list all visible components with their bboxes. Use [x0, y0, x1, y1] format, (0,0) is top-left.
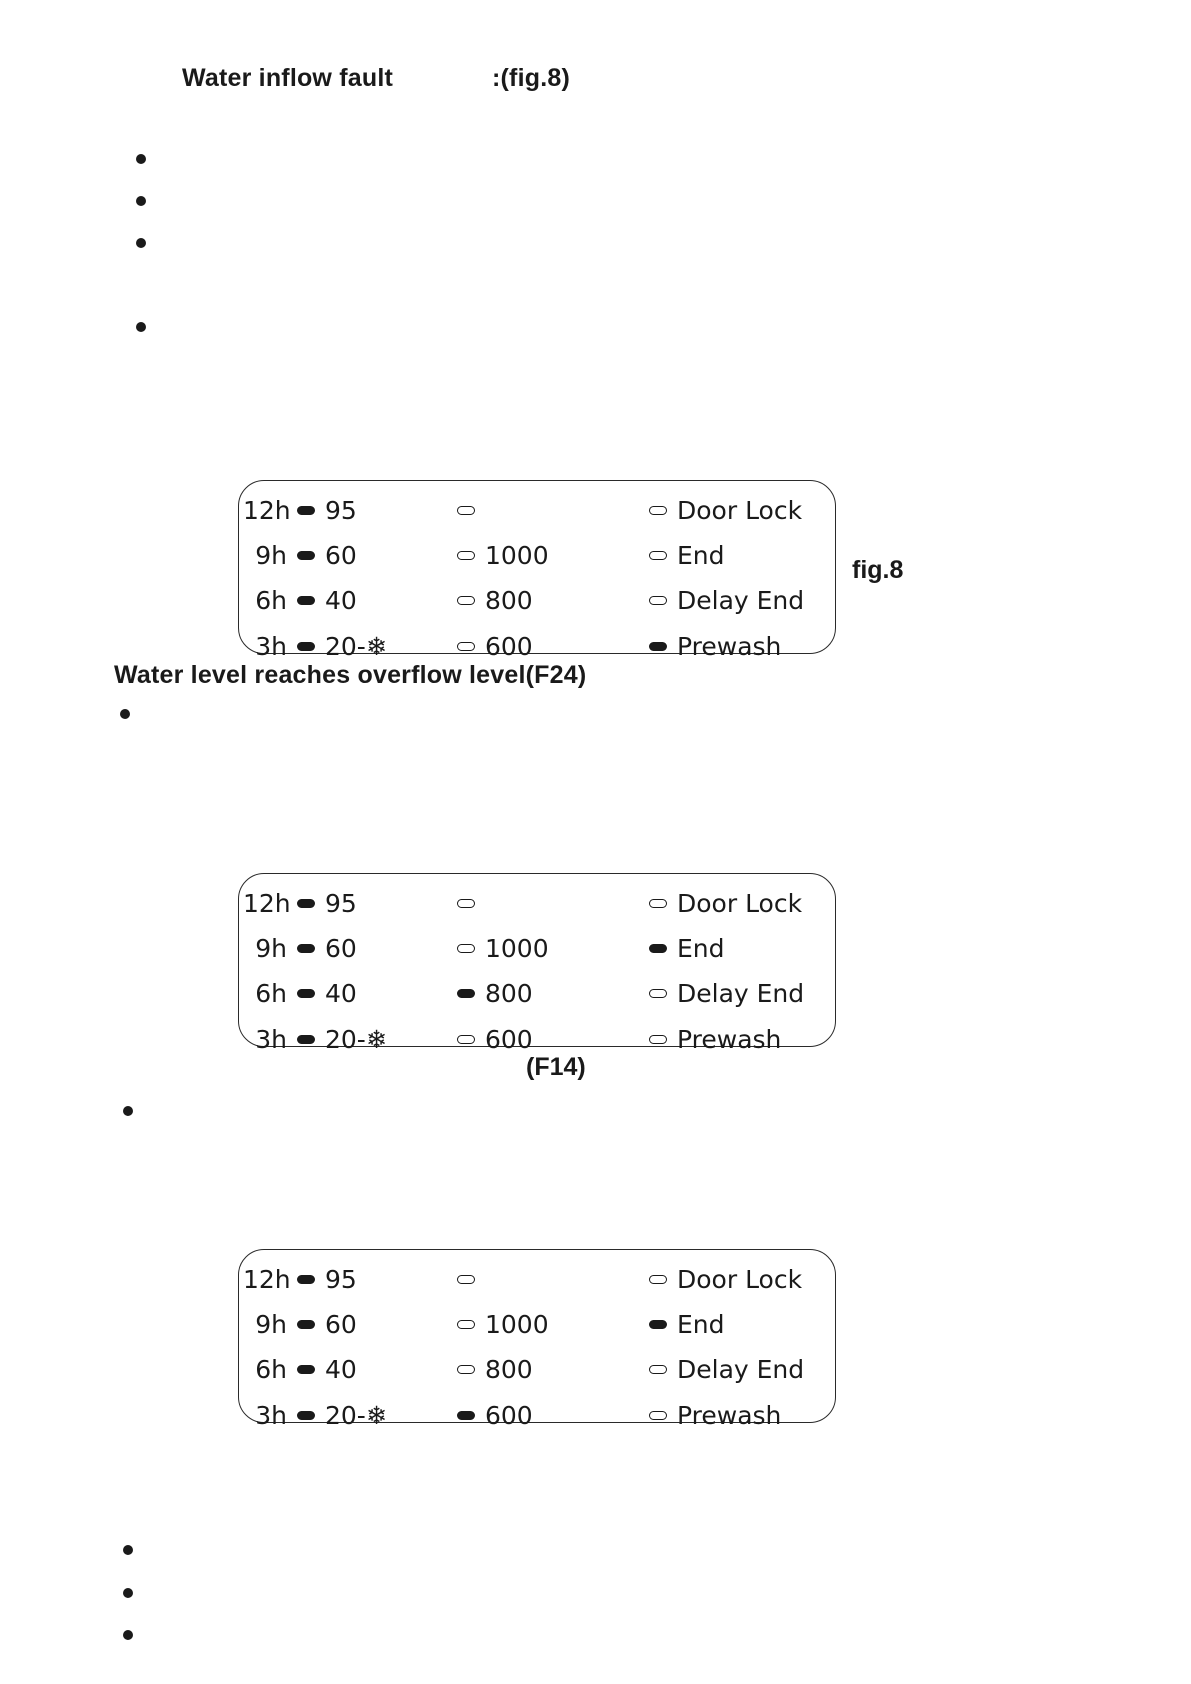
status-label: End [677, 1309, 725, 1339]
spin-speed-row [457, 978, 533, 1008]
list-bullet [123, 1545, 133, 1555]
display-panel-fig8 [238, 480, 836, 661]
delay-time-label: 12h [243, 1264, 291, 1294]
temperature-label: 20-❄ [325, 631, 387, 661]
status-row [649, 631, 781, 661]
delay-time-label: 6h [255, 585, 287, 615]
temp-row [243, 495, 357, 525]
status-indicator-led [649, 899, 667, 908]
spin-speed-row [457, 585, 533, 615]
temp-row [243, 978, 357, 1008]
status-indicator-led [649, 1275, 667, 1284]
spin-speed-row [457, 888, 485, 918]
spin-indicator-led [457, 506, 475, 515]
status-row [649, 495, 802, 525]
status-indicator-led [649, 642, 667, 651]
list-bullet [123, 1588, 133, 1598]
temperature-label: 20-❄ [325, 1400, 387, 1430]
temperature-label: 95 [325, 1264, 357, 1294]
heading-fig8-reference: :(fig.8) [492, 64, 570, 92]
delay-time-label: 6h [255, 1354, 287, 1384]
temp-row [243, 540, 357, 570]
temp-indicator-led [297, 506, 315, 515]
status-label: Prewash [677, 1400, 782, 1430]
spin-speed-label: 1000 [485, 933, 549, 963]
temperature-label: 60 [325, 1309, 357, 1339]
status-label: Door Lock [677, 888, 803, 918]
spin-speed-row [457, 540, 549, 570]
spin-indicator-led [457, 1035, 475, 1044]
temperature-label: 40 [325, 585, 357, 615]
spin-speed-label: 800 [485, 1354, 533, 1384]
spin-speed-label: 1000 [485, 540, 549, 570]
temperature-label: 95 [325, 495, 357, 525]
status-row [649, 1354, 804, 1384]
temperature-label: 20-❄ [325, 1024, 387, 1054]
status-row [649, 978, 804, 1008]
temp-row [243, 888, 357, 918]
list-bullet [123, 1630, 133, 1640]
temp-row [243, 631, 387, 661]
status-row [649, 1309, 725, 1339]
temp-indicator-led [297, 1411, 315, 1420]
delay-time-label: 9h [255, 540, 287, 570]
list-bullet [136, 322, 146, 332]
temp-indicator-led [297, 989, 315, 998]
status-label: End [677, 540, 725, 570]
list-bullet [136, 196, 146, 206]
list-bullet [120, 709, 130, 719]
temperature-label: 95 [325, 888, 357, 918]
spin-indicator-led [457, 1365, 475, 1374]
status-indicator-led [649, 551, 667, 560]
status-row [649, 1024, 781, 1054]
spin-speed-label: 800 [485, 585, 533, 615]
temp-indicator-led [297, 596, 315, 605]
spin-speed-row [457, 1354, 533, 1384]
delay-time-label: 3h [255, 631, 287, 661]
delay-time-label: 12h [243, 888, 291, 918]
spin-speed-row [457, 631, 533, 661]
spin-indicator-led [457, 989, 475, 998]
temp-indicator-led [297, 642, 315, 651]
spin-speed-row [457, 1309, 549, 1339]
status-label: Door Lock [677, 1264, 803, 1294]
temp-row [243, 1309, 357, 1339]
list-bullet [136, 154, 146, 164]
spin-speed-label: 600 [485, 1400, 533, 1430]
status-indicator-led [649, 989, 667, 998]
spin-speed-row [457, 1264, 485, 1294]
status-indicator-led [649, 1320, 667, 1329]
spin-speed-row [457, 495, 485, 525]
spin-speed-row [457, 933, 549, 963]
spin-indicator-led [457, 899, 475, 908]
temperature-label: 40 [325, 978, 357, 1008]
status-row [649, 1264, 802, 1294]
heading-water-inflow-fault-text: Water inflow fault [182, 64, 393, 92]
heading-overflow-level: Water level reaches overflow level(F24) [114, 661, 587, 689]
spin-indicator-led [457, 1275, 475, 1284]
list-bullet [136, 238, 146, 248]
status-label: Delay End [677, 1354, 805, 1384]
temp-indicator-led [297, 1365, 315, 1374]
spin-speed-label: 1000 [485, 1309, 549, 1339]
temp-row [243, 1354, 357, 1384]
status-indicator-led [649, 1035, 667, 1044]
temp-row [243, 933, 357, 963]
spin-speed-row [457, 1024, 533, 1054]
delay-time-label: 6h [255, 978, 287, 1008]
status-row [649, 933, 725, 963]
status-label: Prewash [677, 631, 782, 661]
delay-time-label: 12h [243, 495, 291, 525]
status-label: Delay End [677, 585, 805, 615]
status-indicator-led [649, 944, 667, 953]
spin-indicator-led [457, 1411, 475, 1420]
display-panel-f14 [238, 1249, 836, 1430]
temp-row [243, 1400, 387, 1430]
status-label: Delay End [677, 978, 805, 1008]
delay-time-label: 3h [255, 1024, 287, 1054]
temp-row [243, 1264, 357, 1294]
temp-indicator-led [297, 551, 315, 560]
delay-time-label: 3h [255, 1400, 287, 1430]
temperature-label: 40 [325, 1354, 357, 1384]
spin-speed-label: 600 [485, 1024, 533, 1054]
status-row [649, 1400, 781, 1430]
spin-speed-label: 600 [485, 631, 533, 661]
delay-time-label: 9h [255, 1309, 287, 1339]
status-label: End [677, 933, 725, 963]
caption-f14: (F14) [526, 1053, 586, 1081]
temperature-label: 60 [325, 933, 357, 963]
list-bullet [123, 1106, 133, 1116]
temperature-label: 60 [325, 540, 357, 570]
delay-time-label: 9h [255, 933, 287, 963]
status-row [649, 888, 802, 918]
spin-indicator-led [457, 551, 475, 560]
status-label: Door Lock [677, 495, 803, 525]
status-row [649, 540, 725, 570]
spin-speed-row [457, 1400, 533, 1430]
status-indicator-led [649, 1411, 667, 1420]
display-panel-f24 [238, 873, 836, 1054]
temp-indicator-led [297, 1275, 315, 1284]
status-indicator-led [649, 1365, 667, 1374]
status-row [649, 585, 804, 615]
status-label: Prewash [677, 1024, 782, 1054]
temp-row [243, 585, 357, 615]
temp-indicator-led [297, 899, 315, 908]
temp-indicator-led [297, 1035, 315, 1044]
spin-indicator-led [457, 944, 475, 953]
fig-label: fig.8 [852, 556, 904, 584]
heading-water-inflow-fault [182, 66, 393, 91]
status-indicator-led [649, 506, 667, 515]
spin-speed-label: 800 [485, 978, 533, 1008]
status-indicator-led [649, 596, 667, 605]
temp-indicator-led [297, 944, 315, 953]
temp-indicator-led [297, 1320, 315, 1329]
spin-indicator-led [457, 1320, 475, 1329]
spin-indicator-led [457, 596, 475, 605]
temp-row [243, 1024, 387, 1054]
spin-indicator-led [457, 642, 475, 651]
